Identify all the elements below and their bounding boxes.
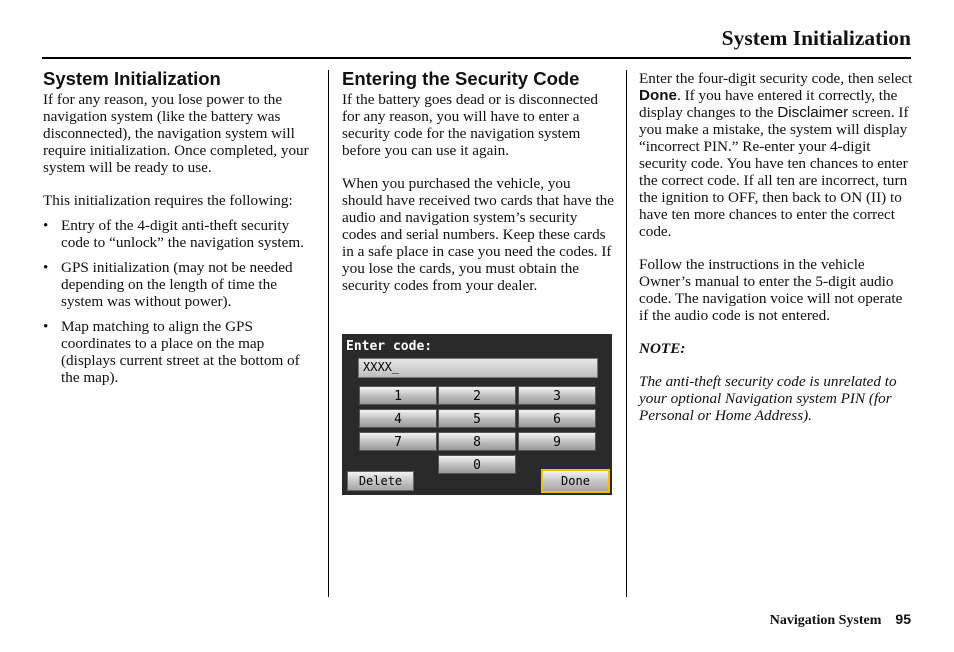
key-2[interactable]: 2: [438, 386, 516, 405]
key-6[interactable]: 6: [518, 409, 596, 428]
page-footer: [770, 611, 911, 629]
column-3: [639, 70, 914, 440]
key-7[interactable]: 7: [359, 432, 437, 451]
section-heading: Entering the Security Code: [342, 68, 580, 89]
text-run: screen. If you make a mistake, the system will display “incorrect PIN.” Re-enter your 4-digit security code. You have ten chances to enter the correct code. If all ten are incorrect, turn the ignition to OFF, then back to ON (II) to have ten more chances to enter the correct code.: [639, 104, 909, 240]
delete-button[interactable]: Delete: [347, 471, 414, 491]
key-0[interactable]: 0: [438, 455, 516, 474]
list-item: [43, 318, 315, 386]
paragraph: [639, 70, 914, 240]
column-2: [342, 68, 614, 310]
code-entry-value: XXXX_: [363, 360, 400, 374]
key-3[interactable]: 3: [518, 386, 596, 405]
security-code-screen: [342, 334, 612, 495]
paragraph: Follow the instructions in the vehicle Owner’s manual to enter the 5-digit audio code. The navigation voice will not operate if the audio code is not entered.: [639, 256, 903, 324]
paragraph: If the battery goes dead or is disconnected for any reason, you will have to enter a security code for the navigation system before you can use it again.: [342, 91, 598, 159]
column-1: [43, 68, 315, 394]
list-item-text: GPS initialization (may not be needed depending on the length of time the system was without power).: [61, 259, 293, 310]
key-4[interactable]: 4: [359, 409, 437, 428]
code-entry-field[interactable]: [358, 358, 598, 378]
footer-section: Navigation System: [769, 613, 882, 628]
done-term: Done: [639, 87, 677, 104]
page-header-title: System Initialization: [721, 26, 911, 50]
text-run: . If you have entered it correctly, the display changes to the: [639, 87, 898, 121]
enter-code-label: Enter code:: [346, 339, 433, 354]
column-divider-2: [626, 70, 627, 597]
paragraph: This initialization requires the following:: [43, 192, 293, 209]
key-8[interactable]: 8: [438, 432, 516, 451]
page-number: 95: [895, 611, 911, 627]
column-divider-1: [328, 70, 329, 597]
section-heading: System Initialization: [43, 68, 221, 89]
key-5[interactable]: 5: [438, 409, 516, 428]
list-item: [43, 217, 315, 251]
note-label: NOTE:: [639, 340, 686, 357]
header-rule: [42, 57, 911, 59]
bullet-icon: •: [43, 259, 49, 276]
paragraph: If for any reason, you lose power to the navigation system (like the battery was disconnected), the navigation system will require initialization. Once completed, your system will be ready to use.: [43, 91, 309, 176]
list-item-text: Entry of the 4-digit anti-theft security code to “unlock” the navigation system.: [61, 217, 304, 251]
bullet-icon: •: [43, 217, 49, 234]
list-item-text: Map matching to align the GPS coordinates to a place on the map (displays current street at the bottom of the map).: [61, 318, 300, 386]
key-9[interactable]: 9: [518, 432, 596, 451]
key-1[interactable]: 1: [359, 386, 437, 405]
bullet-icon: •: [43, 318, 49, 335]
note-text: The anti-theft security code is unrelated to your optional Navigation system PIN (for Personal or Home Address).: [639, 373, 897, 424]
paragraph: When you purchased the vehicle, you should have received two cards that have the audio and navigation system’s security codes and serial numbers. Keep these cards in a safe place in case you need the codes. If you lose the cards, you must obtain the security codes from your dealer.: [342, 175, 615, 294]
requirements-list: [43, 217, 315, 386]
list-item: [43, 259, 315, 310]
done-button[interactable]: Done: [541, 469, 610, 493]
text-run: Enter the four-digit security code, then select: [639, 70, 913, 87]
disclaimer-term: Disclaimer: [777, 104, 849, 121]
